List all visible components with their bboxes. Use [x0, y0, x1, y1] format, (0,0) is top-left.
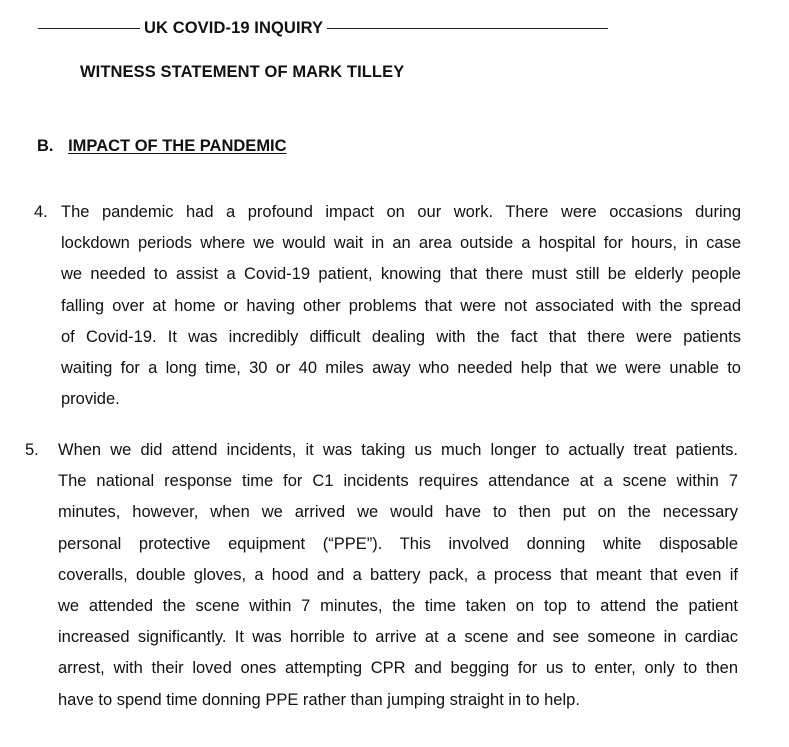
- paragraph-line: lockdown periods where we would wait in an area outside a hospital for hours, in case: [61, 234, 741, 253]
- paragraph-line: coveralls, double gloves, a hood and a battery pack, a process that meant that even if: [58, 565, 738, 584]
- paragraph-line: personal protective equipment (“PPE”). This involved donning white disposable: [58, 534, 738, 553]
- paragraph-line: When we did attend incidents, it was taking us much longer to actually treat patients.: [58, 441, 738, 459]
- inquiry-title: UK COVID-19 INQUIRY: [144, 18, 324, 37]
- paragraph-line: waiting for a long time, 30 or 40 miles away who needed help that we were unable to: [61, 359, 741, 377]
- paragraph-line: we attended the scene within 7 minutes, the time taken on top to attend the patient: [58, 597, 738, 615]
- paragraph-line: of Covid-19. It was incredibly difficult dealing with the fact that there were patients: [61, 327, 741, 346]
- header-rule-right: [327, 28, 608, 29]
- paragraph-line: The national response time for C1 incidents requires attendance at a scene within 7: [58, 472, 738, 491]
- section-letter: B.: [37, 137, 54, 155]
- paragraph-line: The pandemic had a profound impact on our work. There were occasions during: [61, 203, 741, 221]
- paragraph-line: have to spend time donning PPE rather than jumping straight in to help.: [58, 690, 580, 709]
- paragraph-number: 5.: [25, 441, 39, 459]
- paragraph-line: arrest, with their loved ones attempting CPR and begging for us to enter, only to then: [58, 659, 738, 678]
- statement-title: WITNESS STATEMENT OF MARK TILLEY: [80, 63, 405, 81]
- paragraph-number: 4.: [34, 203, 48, 221]
- paragraph-line: we needed to assist a Covid-19 patient, knowing that there must still be elderly people: [61, 265, 741, 284]
- document-header: [38, 18, 608, 38]
- paragraph-line: minutes, however, when we arrived we would have to then put on the necessary: [58, 503, 738, 522]
- paragraph-line: provide.: [61, 390, 120, 409]
- section-heading: [37, 137, 287, 156]
- paragraph-line: increased significantly. It was horrible to arrive at a scene and see someone in cardiac: [58, 628, 738, 647]
- paragraph-line: falling over at home or having other problems that were not associated with the spread: [61, 296, 741, 315]
- section-title: IMPACT OF THE PANDEMIC: [68, 137, 287, 155]
- header-rule-left: [38, 28, 140, 29]
